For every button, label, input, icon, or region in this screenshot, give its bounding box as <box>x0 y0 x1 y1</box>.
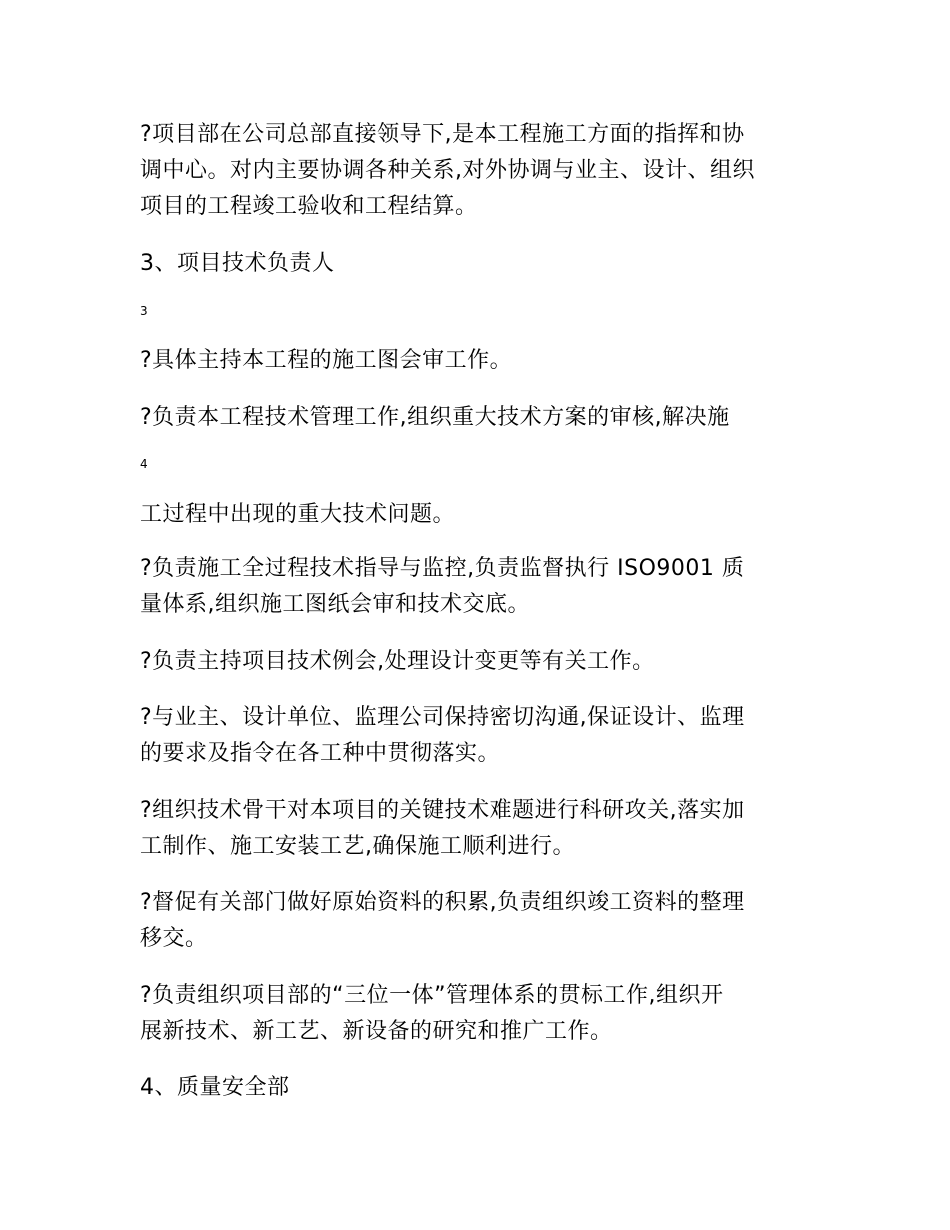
section-heading: 3、项目技术负责人 <box>140 251 335 276</box>
paragraph-line: ?负责施工全过程技术指导与监控,负责监督执行 ISO9001 质 <box>140 556 745 581</box>
paragraph-line: ?负责本工程技术管理工作,组织重大技术方案的审核,解决施 <box>140 405 730 430</box>
paragraph-line: 移交。 <box>140 926 208 951</box>
paragraph-line: 展新技术、新工艺、新设备的研究和推广工作。 <box>140 1019 613 1044</box>
paragraph-line: ?组织技术骨干对本项目的关键技术难题进行科研攻关,落实加 <box>140 798 745 823</box>
section-heading: 4、质量安全部 <box>140 1075 290 1100</box>
paragraph-line: ?项目部在公司总部直接领导下,是本工程施工方面的指挥和协 <box>140 122 745 147</box>
paragraph-line: 项目的工程竣工验收和工程结算。 <box>140 194 478 219</box>
paragraph-line: ?与业主、设计单位、监理公司保持密切沟通,保证设计、监理 <box>140 705 745 730</box>
paragraph-line: ?负责组织项目部的“三位一体”管理体系的贯标工作,组织开 <box>140 983 724 1008</box>
paragraph-line: 工过程中出现的重大技术问题。 <box>140 502 456 527</box>
paragraph-line: 工制作、施工安装工艺,确保施工顺利进行。 <box>140 834 575 859</box>
page-number: 4 <box>140 457 148 471</box>
paragraph-line: 的要求及指令在各工种中贯彻落实。 <box>140 741 501 766</box>
paragraph-line: ?督促有关部门做好原始资料的积累,负责组织竣工资料的整理 <box>140 890 745 915</box>
page-number: 3 <box>140 304 148 318</box>
paragraph-line: 量体系,组织施工图纸会审和技术交底。 <box>140 592 530 617</box>
paragraph-line: ?负责主持项目技术例会,处理设计变更等有关工作。 <box>140 649 655 674</box>
paragraph-line: ?具体主持本工程的施工图会审工作。 <box>140 348 513 373</box>
paragraph-line: 调中心。对内主要协调各种关系,对外协调与业主、设计、组织 <box>140 158 755 183</box>
